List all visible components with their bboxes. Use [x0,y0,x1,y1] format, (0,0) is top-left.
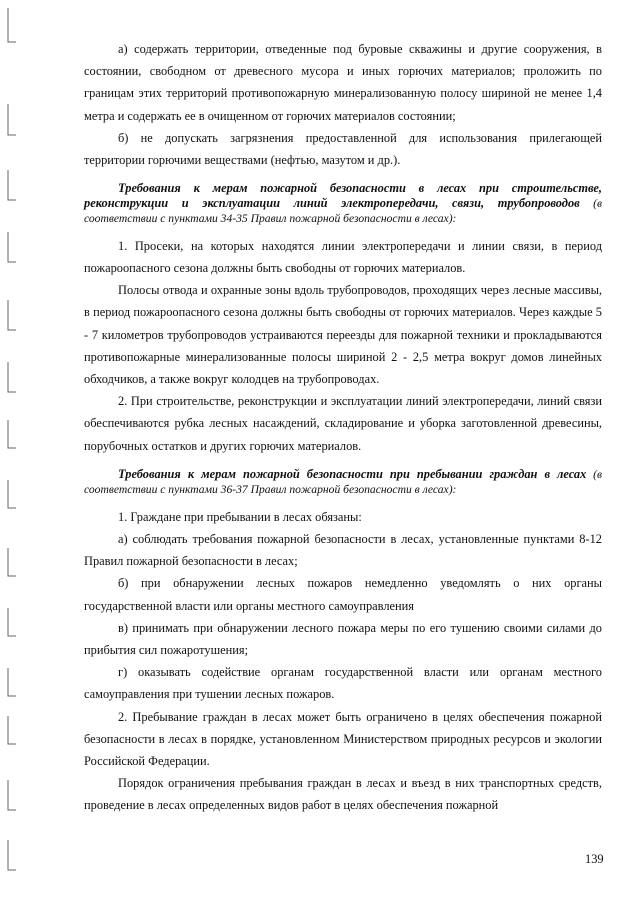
paragraph-restriction-procedure: Порядок ограничения пребывания граждан в лесах и въезд в них транспортных средств, проведение в лесах определенных видов работ в целях обеспечения пожарной [84,776,602,813]
paragraph-d-assist: г) оказывать содействие органам государственной власти или органам местного самоуправления при тушении лесных пожаров. [84,665,602,702]
binding-margin-marks [0,0,30,905]
section-heading-reference: (в соответствии с пунктами 34-35 Правил пожарной безопасности в лесах): [84,196,603,226]
paragraph-c-extinguish: в) принимать при обнаружении лесного пожара меры по его тушению своими силами до прибытия сил пожаротушения; [84,620,602,657]
page-body [84,38,602,817]
paragraph-construction: 2. При строительстве, реконструкции и эксплуатации линий электропередачи, линий связи обеспечиваются рубка лесных насаждений, складирование и уборка заготовленной древесины, порубочных остатков и других горючих материалов. [84,394,602,453]
paragraph-a-territories: а) содержать территории, отведенные под буровые скважины и другие сооружения, в состоянии, свободном от древесного мусора и иных горючих материалов; проложить по границам этих территорий противопожарную минерализованную полосу шириной не менее 1,4 метра и содержать ее в очищенном от горючих материалов состоянии; [84,42,602,123]
page-number: 139 [585,852,604,866]
section-heading-title: Требования к мерам пожарной безопасности при пребывании граждан в лесах [118,466,587,481]
section-heading-power-lines [84,181,602,227]
paragraph-b-notify: б) при обнаружении лесных пожаров немедленно уведомлять о них органы государственной власти или органы местного самоуправления [84,576,602,613]
paragraph-pipelines: Полосы отвода и охранные зоны вдоль трубопроводов, проходящих через лесные массивы, в период пожароопасного сезона должны быть свободны от горючих материалов. Через каждые 5 - 7 километров трубопроводов устраиваются переезды для пожарной техники и прокладываются противопожарные минерализованные полосы шириной 2 - 2,5 метра вокруг домов линейных обходчиков, а также вокруг колодцев на трубопроводах. [84,283,602,386]
section-heading-citizens [84,467,602,498]
paragraph-clearings: 1. Просеки, на которых находятся линии электропередачи и линии связи, в период пожароопасного сезона должны быть свободны от горючих материалов. [84,238,602,275]
paragraph-b-contamination: б) не допускать загрязнения предоставленной для использования прилегающей территории горючими веществами (нефтью, мазутом и др.). [84,130,602,168]
paragraph-citizens-obliged: 1. Граждане при пребывании в лесах обязаны: [118,509,362,524]
section-heading-reference: (в соответствии с пунктами 36-37 Правил пожарной безопасности в лесах): [84,467,602,497]
section-heading-title: Требования к мерам пожарной безопасности в лесах при строительстве, реконструкции и эксплуатации линий электропередачи, связи, трубопроводов [84,181,602,210]
paragraph-restriction: 2. Пребывание граждан в лесах может быть ограничено в целях обеспечения пожарной безопасности в лесах в порядке, установленном Министерством природных ресурсов и экологии Российской Федерации. [84,709,602,768]
paragraph-a-observe: а) соблюдать требования пожарной безопасности в лесах, установленные пунктами 8-12 Правил пожарной безопасности в лесах; [84,531,602,569]
